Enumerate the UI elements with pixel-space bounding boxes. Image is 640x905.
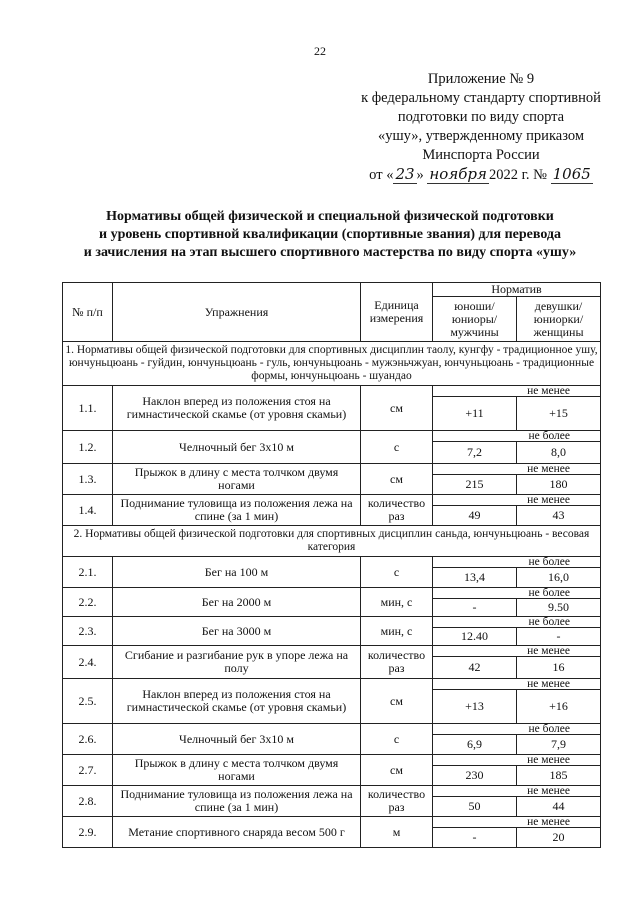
row-unit: с [361, 724, 433, 755]
row-number: 2.2. [63, 588, 113, 617]
row-value-male: 42 [433, 657, 517, 679]
row-condition: не менее [433, 817, 601, 828]
row-value-male: 6,9 [433, 735, 517, 755]
table-row [63, 617, 601, 628]
row-number: 2.7. [63, 755, 113, 786]
row-unit: см [361, 755, 433, 786]
table-row [63, 588, 601, 599]
row-exercise: Наклон вперед из положения стоя на гимнастической скамье (от уровня скамьи) [113, 679, 361, 724]
row-unit: м [361, 817, 433, 848]
row-value-female: 8,0 [517, 442, 601, 464]
row-exercise: Бег на 100 м [113, 557, 361, 588]
title-line: и уровень спортивной квалификации (спортивные звания) для перевода [99, 227, 561, 242]
appendix-line: к федеральному стандарту спортивной [361, 90, 601, 106]
title-line: и зачисления на этап высшего спортивного мастерства по виду спорта «ушу» [83, 245, 577, 260]
row-value-female: 44 [517, 797, 601, 817]
row-condition: не менее [433, 646, 601, 657]
row-exercise: Прыжок в длину с места толчком двумя ногами [113, 755, 361, 786]
row-condition: не более [433, 588, 601, 599]
row-number: 2.6. [63, 724, 113, 755]
row-unit: см [361, 386, 433, 431]
row-unit: количество раз [361, 786, 433, 817]
row-value-female: - [517, 628, 601, 646]
table-row [63, 755, 601, 766]
date-day: 23 [395, 165, 415, 183]
row-value-female: 16 [517, 657, 601, 679]
row-value-male: 230 [433, 766, 517, 786]
table-row [63, 431, 601, 442]
row-unit: с [361, 431, 433, 464]
table-row [63, 679, 601, 690]
table-row [63, 464, 601, 475]
header-num: № п/п [63, 283, 113, 342]
row-exercise: Наклон вперед из положения стоя на гимнастической скамье (от уровня скамьи) [113, 386, 361, 431]
row-condition: не менее [433, 386, 601, 397]
row-condition: не менее [433, 464, 601, 475]
row-condition: не более [433, 724, 601, 735]
table-row [63, 495, 601, 506]
row-unit: см [361, 464, 433, 495]
row-value-female: 185 [517, 766, 601, 786]
date-month: ноября [429, 165, 487, 183]
table-row [63, 786, 601, 797]
header-female: девушки/ юниорки/ женщины [517, 297, 601, 342]
row-number: 2.1. [63, 557, 113, 588]
row-number: 1.3. [63, 464, 113, 495]
table-row [63, 817, 601, 828]
row-number: 2.5. [63, 679, 113, 724]
table-row [63, 557, 601, 568]
row-number: 2.9. [63, 817, 113, 848]
row-condition: не менее [433, 495, 601, 506]
row-unit: мин, с [361, 617, 433, 646]
row-exercise: Прыжок в длину с места толчком двумя ногами [113, 464, 361, 495]
row-condition: не менее [433, 786, 601, 797]
row-value-male: 7,2 [433, 442, 517, 464]
row-number: 1.2. [63, 431, 113, 464]
row-value-male: 13,4 [433, 568, 517, 588]
header-unit: Единица измерения [361, 283, 433, 342]
row-exercise: Поднимание туловища из положения лежа на спине (за 1 мин) [113, 495, 361, 526]
page-number: 22 [314, 44, 326, 58]
header-norm: Норматив [433, 283, 601, 297]
row-number: 2.8. [63, 786, 113, 817]
header-male: юноши/ юниоры/ мужчины [433, 297, 517, 342]
table-row [63, 724, 601, 735]
row-condition: не менее [433, 755, 601, 766]
row-condition: не менее [433, 679, 601, 690]
row-number: 1.1. [63, 386, 113, 431]
row-exercise: Бег на 3000 м [113, 617, 361, 646]
row-value-male: 50 [433, 797, 517, 817]
row-value-male: - [433, 599, 517, 617]
row-value-male: 49 [433, 506, 517, 526]
appendix-line: «ушу», утвержденному приказом [377, 128, 584, 144]
row-value-female: 9.50 [517, 599, 601, 617]
section-heading: 1. Нормативы общей физической подготовки для спортивных дисциплин таолу, кунгфу - традиционное ушу, юнчуньцюань - гуйдин, юнчуньцюань - гуль, юнчуньцюань - мужэньчжуан, юнчуньцюань - традиционные формы, юнчуньцюань - шуандао [63, 342, 601, 386]
title-line: Нормативы общей физической и специальной физической подготовки [106, 209, 554, 224]
row-value-female: 16,0 [517, 568, 601, 588]
row-condition: не более [433, 617, 601, 628]
row-condition: не более [433, 431, 601, 442]
row-value-female: 20 [517, 828, 601, 848]
row-unit: мин, с [361, 588, 433, 617]
row-value-female: +16 [517, 690, 601, 724]
document-title [40, 208, 620, 262]
section-heading: 2. Нормативы общей физической подготовки для спортивных дисциплин саньда, юнчуньцюань - весовая категория [63, 526, 601, 557]
appendix-header [356, 70, 606, 185]
row-value-female: +15 [517, 397, 601, 431]
row-number: 1.4. [63, 495, 113, 526]
appendix-line: Минспорта России [422, 147, 540, 163]
order-number: 1065 [552, 165, 591, 183]
row-value-male: +11 [433, 397, 517, 431]
row-value-female: 7,9 [517, 735, 601, 755]
date-year: 2022 г. № [488, 167, 547, 183]
row-unit: см [361, 679, 433, 724]
row-exercise: Бег на 2000 м [113, 588, 361, 617]
row-value-male: 12.40 [433, 628, 517, 646]
table-row [63, 646, 601, 657]
norms-table [62, 282, 601, 848]
appendix-date-line [356, 165, 606, 185]
row-value-female: 43 [517, 506, 601, 526]
row-value-male: - [433, 828, 517, 848]
appendix-line: Приложение № 9 [427, 71, 535, 87]
date-mid: » [416, 167, 424, 183]
row-value-male: +13 [433, 690, 517, 724]
table-row [63, 386, 601, 397]
appendix-line: подготовки по виду спорта [397, 109, 565, 125]
date-prefix: от « [369, 167, 394, 183]
header-exercise: Упражнения [113, 283, 361, 342]
row-condition: не более [433, 557, 601, 568]
row-unit: с [361, 557, 433, 588]
row-exercise: Метание спортивного снаряда весом 500 г [113, 817, 361, 848]
row-exercise: Сгибание и разгибание рук в упоре лежа на полу [113, 646, 361, 679]
row-exercise: Челночный бег 3x10 м [113, 431, 361, 464]
row-value-female: 180 [517, 475, 601, 495]
row-value-male: 215 [433, 475, 517, 495]
row-unit: количество раз [361, 495, 433, 526]
row-number: 2.4. [63, 646, 113, 679]
row-exercise: Поднимание туловища из положения лежа на спине (за 1 мин) [113, 786, 361, 817]
row-unit: количество раз [361, 646, 433, 679]
row-exercise: Челночный бег 3x10 м [113, 724, 361, 755]
row-number: 2.3. [63, 617, 113, 646]
